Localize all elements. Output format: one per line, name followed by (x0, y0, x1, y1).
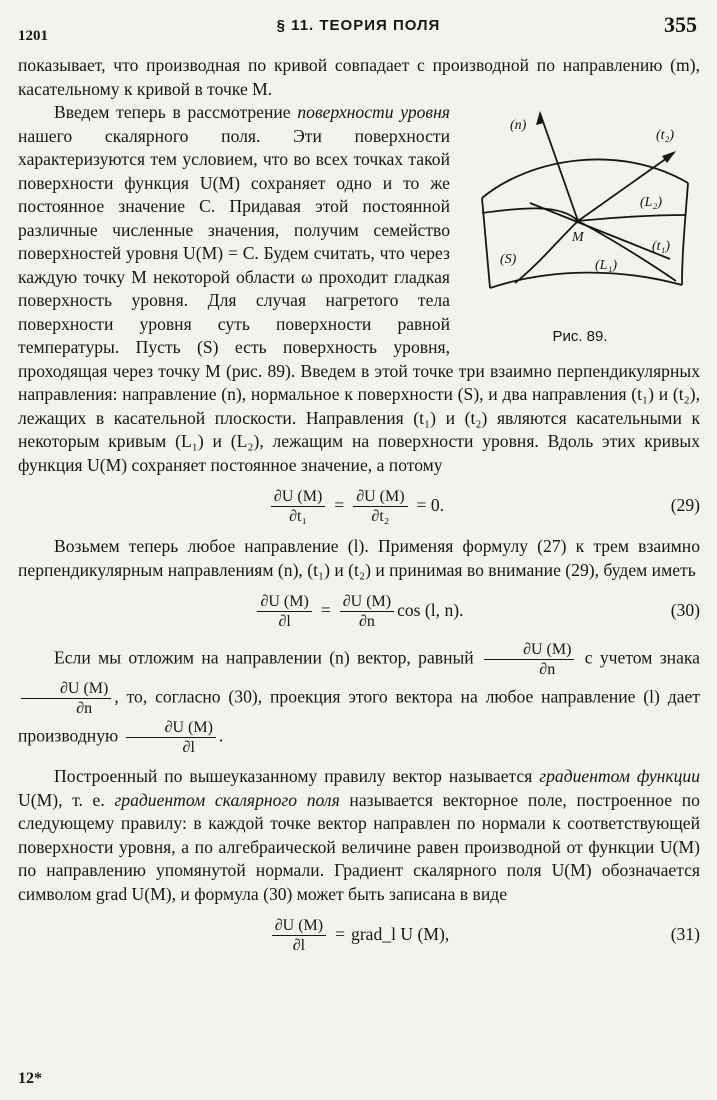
equation-30 (18, 586, 700, 636)
term-gradient-function: градиентом функции (539, 766, 700, 786)
level-surface-diagram (460, 103, 700, 323)
surface-right-edge (682, 183, 688, 285)
label-L2: (L₂) (640, 195, 662, 210)
running-header: § 11. ТЕОРИЯ ПОЛЯ (276, 17, 441, 34)
tangent-t1 (530, 203, 670, 259)
signature-mark: 12* (18, 1070, 42, 1087)
eq29-number: (29) (670, 495, 700, 515)
eq29-frac2: $\frac{\partial U (M)}{\text{∂t₂}}$ (353, 487, 407, 526)
paragraph-4: Если мы отложим на направлении (n) вектор, равный $\frac{\partial U (M)}{\partial n}$ с учетом знака $\frac{\partial U (M)}{\partial n}$ , то, согласно (30), проекция этого вектора на любое направление (l) дает производную $\frac{\partial U (M)}{\partial l}$ . (18, 641, 700, 756)
eq31-equals: = (335, 924, 346, 945)
inline-frac-3: $\frac{\partial U (M)}{\partial l}$ (126, 718, 216, 757)
p2-text-b: нашего скалярного поля. Эти поверхности характеризуются тем условием, что во всех точках такой поверхности функция U(M) сохраняет одно и то же постоянное значение C. Придавая этой постоянной различные численные значения, получим семейство поверхностей уровня U(M) = C. Будем считать, что через каждую точку M некоторой области ω проходит гладкая поверхность уровня. Для случая нагретого тела поверхности уровня суть поверхности равной температуры. Пусть (S) есть поверхность уровня, проходящая через точку M (рис. 89). Введем в этой точке три взаимно перпендикулярных направления: направление (n), нормальное к поверхности (S), и два направления (t₁) и (t₂), лежащих в касательной плоскости. Направления (t₁) и (t₂) являются касательными к некоторым кривым (L₁) и (L₂), лежащим на поверхности уровня. Вдоль этих кривых функция U(M) сохраняет постоянное значение, а потому (18, 125, 700, 475)
eq29-equals: = (334, 495, 345, 516)
inline-frac-2: $\frac{\partial U (M)}{\partial n}$ (21, 679, 111, 718)
term-gradient-field: градиентом скалярного поля (114, 789, 340, 810)
label-n: (n) (510, 118, 527, 133)
eq29-frac1: $\frac{\partial U (M)}{\text{∂t₁}}$ (271, 487, 325, 526)
figure-89 (460, 103, 700, 353)
eq30-equals: = (320, 600, 331, 621)
label-S: (S) (500, 252, 517, 267)
equation-29 (18, 481, 700, 531)
t2-arrowhead (662, 151, 676, 163)
eq30-lhs: $\frac{\partial U (M)}{\partial l}$ (257, 592, 311, 631)
equation-31 (18, 910, 700, 960)
eq29-tail: = 0. (416, 495, 445, 516)
label-L1: (L₁) (595, 258, 617, 273)
point-M (576, 219, 581, 224)
eq30-number: (30) (670, 600, 700, 620)
p2-text-a: Введем теперь в рассмотрение (54, 102, 298, 122)
eq31-rhs: grad_l U (M), (351, 924, 450, 945)
inline-frac-1: $\frac{\partial U (M)}{\partial n}$ (484, 640, 574, 679)
curve-L2 (482, 208, 686, 221)
eq31-number: (31) (670, 924, 700, 944)
paragraph-5: Построенный по вышеуказанному правилу вектор называется градиентом функции U(M), т. е. градиентом скалярного поля называется векторное поле, построенное по следующему правилу: в каждой точке вектор направлен по нормали к соответствующей поверхности уровня, а по алгебраической величине равен производной от функции U(M) по направлению упомянутой нормали. Градиент скалярного поля U(M) обозначается символом grad U(M), и формула (30) может быть записана в виде (18, 766, 700, 904)
page-body (18, 54, 700, 964)
normal-arrowhead (536, 111, 544, 125)
eq31-lhs: $\frac{\partial U (M)}{\partial l}$ (272, 916, 326, 955)
eq30-tail: cos (l, n). (397, 600, 464, 621)
label-t2: (t₂) (656, 128, 675, 143)
paragraph-3: Возьмем теперь любое направление (l). Применяя формулу (27) к трем взаимно перпендикулярным направлениям (n), (t₁) и (t₂) и принимая во внимание (29), будем иметь (18, 536, 700, 580)
header-left-mark: 1201 (18, 28, 48, 44)
figure-caption: Рис. 89. (552, 328, 608, 345)
eq30-rhs: $\frac{\partial U (M)}{\partial n}$ (340, 592, 394, 631)
page-number: 355 (664, 12, 697, 37)
label-t1: (t₁) (652, 239, 671, 254)
tangent-t2 (578, 153, 674, 221)
label-M: M (572, 230, 584, 245)
paragraph-1: показывает, что производная по кривой совпадает с производной по направлению (m), касательному к кривой в точке M. (18, 55, 700, 99)
term-level-surface: поверхности уровня (297, 102, 450, 122)
